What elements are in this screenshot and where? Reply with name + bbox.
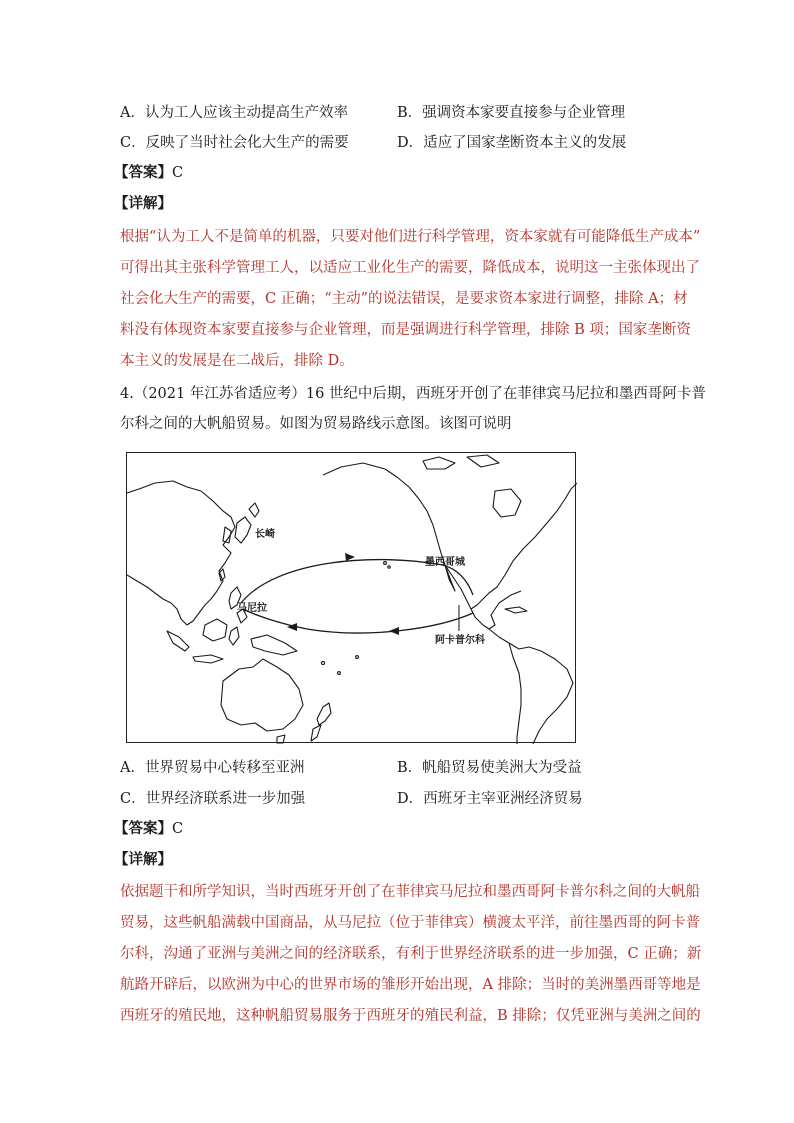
cuba-island xyxy=(505,607,527,613)
arctic-island xyxy=(423,457,455,469)
new-zealand-island xyxy=(317,703,331,725)
q3-detail-line: 社会化大生产的需要，C 正确；“主动”的说法错误，是要求资本家进行调整，排除 A；材 xyxy=(120,291,688,307)
q3-option-a: A．认为工人应该主动提高生产效率 xyxy=(120,105,348,121)
south-america-coastline xyxy=(489,629,573,744)
q4-answer-label: 【答案】 xyxy=(114,820,172,837)
q4-stem-line: 尔科之间的大帆船贸易。如图为贸易路线示意图。该图可说明 xyxy=(120,416,512,432)
java-island xyxy=(193,655,223,663)
pacific-island xyxy=(338,672,341,675)
arctic-island xyxy=(467,455,499,467)
tasmania-island xyxy=(277,735,285,743)
q4-detail-line: 贸易，这些帆船满载中国商品，从马尼拉（位于菲律宾）横渡太平洋，前往墨西哥的阿卡普 xyxy=(120,915,700,931)
q3-answer-row xyxy=(114,163,183,183)
south-america-west-coast xyxy=(509,643,521,744)
q4-stem-line: 4.（2021 年江苏省适应考）16 世纪中后期，西班牙开创了在菲律宾马尼拉和墨西哥阿卡普 xyxy=(120,386,706,402)
q4-answer-value: C xyxy=(172,821,184,837)
label-acapulco: 阿卡普尔科 xyxy=(435,635,485,646)
trade-route-map xyxy=(126,452,576,743)
q3-option-b: B．强调资本家要直接参与企业管理 xyxy=(397,105,626,121)
q3-answer-label: 【答案】 xyxy=(114,164,172,181)
q4-detail-line: 西班牙的殖民地，这种帆船贸易服务于西班牙的殖民利益，B 排除；仅凭亚洲与美洲之间的 xyxy=(120,1008,701,1024)
label-mexico-city: 墨西哥城 xyxy=(425,557,465,568)
label-manila: 马尼拉 xyxy=(237,603,267,614)
q3-answer-value: C xyxy=(172,165,184,181)
q4-option-a: A．世界贸易中心转移至亚洲 xyxy=(120,760,305,776)
q4-option-b: B．帆船贸易使美洲大为受益 xyxy=(397,760,582,776)
q4-answer-row xyxy=(114,819,183,839)
pacific-island xyxy=(321,661,324,664)
q3-option-d: D．适应了国家垄断资本主义的发展 xyxy=(397,135,627,151)
q4-detail-line: 依据题干和所学知识，当时西班牙开创了在菲律宾马尼拉和墨西哥阿卡普尔科之间的大帆船 xyxy=(120,884,700,900)
q4-detail-line: 航路开辟后，以欧洲为中心的世界市场的雏形开始出现，A 排除；当时的美洲墨西哥等地是 xyxy=(120,977,701,993)
hudson-bay xyxy=(493,489,521,517)
sulawesi-island xyxy=(229,627,239,645)
q3-option-c: C．反映了当时社会化大生产的需要 xyxy=(120,135,349,151)
new-guinea-island xyxy=(251,635,297,655)
asia-coastline xyxy=(127,481,235,625)
q3-detail-line: 根据“认为工人不是简单的机器，只要对他们进行科学管理，资本家就有可能降低生产成本” xyxy=(120,229,701,245)
q4-option-d: D．西班牙主宰亚洲经济贸易 xyxy=(397,791,583,807)
sumatra-island xyxy=(167,631,189,651)
borneo-island xyxy=(203,619,227,641)
q4-option-c: C．世界经济联系进一步加强 xyxy=(120,791,306,807)
q4-detail-label: 【详解】 xyxy=(114,851,172,868)
australia-coastline xyxy=(221,659,303,731)
route-arrow-west xyxy=(389,627,399,635)
korea-peninsula xyxy=(223,527,231,543)
north-america-coastline xyxy=(323,463,577,609)
q3-detail-line: 本主义的发展是在二战后，排除 D。 xyxy=(120,353,354,369)
pacific-island xyxy=(388,566,390,568)
q3-detail-line: 可得出其主张科学管理工人，以适应工业化生产的需要，降低成本，说明这一主张体现出了 xyxy=(120,260,700,276)
route-arrow-east xyxy=(345,553,355,561)
japan-island xyxy=(235,517,251,543)
q3-detail-label: 【详解】 xyxy=(114,195,172,212)
map-drawing xyxy=(127,453,577,744)
pacific-island xyxy=(384,562,387,565)
q4-detail-line: 尔科，沟通了亚洲与美洲之间的经济联系，有利于世界经济联系的进一步加强，C 正确；新 xyxy=(120,946,702,962)
q3-detail-line: 料没有体现资本家要直接参与企业管理，而是强调进行科学管理，排除 B 项；国家垄断资 xyxy=(120,322,691,338)
route-westbound xyxy=(243,609,473,633)
gulf-coast xyxy=(471,591,521,629)
route-arrow-west xyxy=(287,623,297,631)
japan-island xyxy=(249,503,259,517)
label-nagasaki: 长崎 xyxy=(255,529,275,540)
new-zealand-island xyxy=(311,725,321,741)
pacific-island xyxy=(356,656,359,659)
